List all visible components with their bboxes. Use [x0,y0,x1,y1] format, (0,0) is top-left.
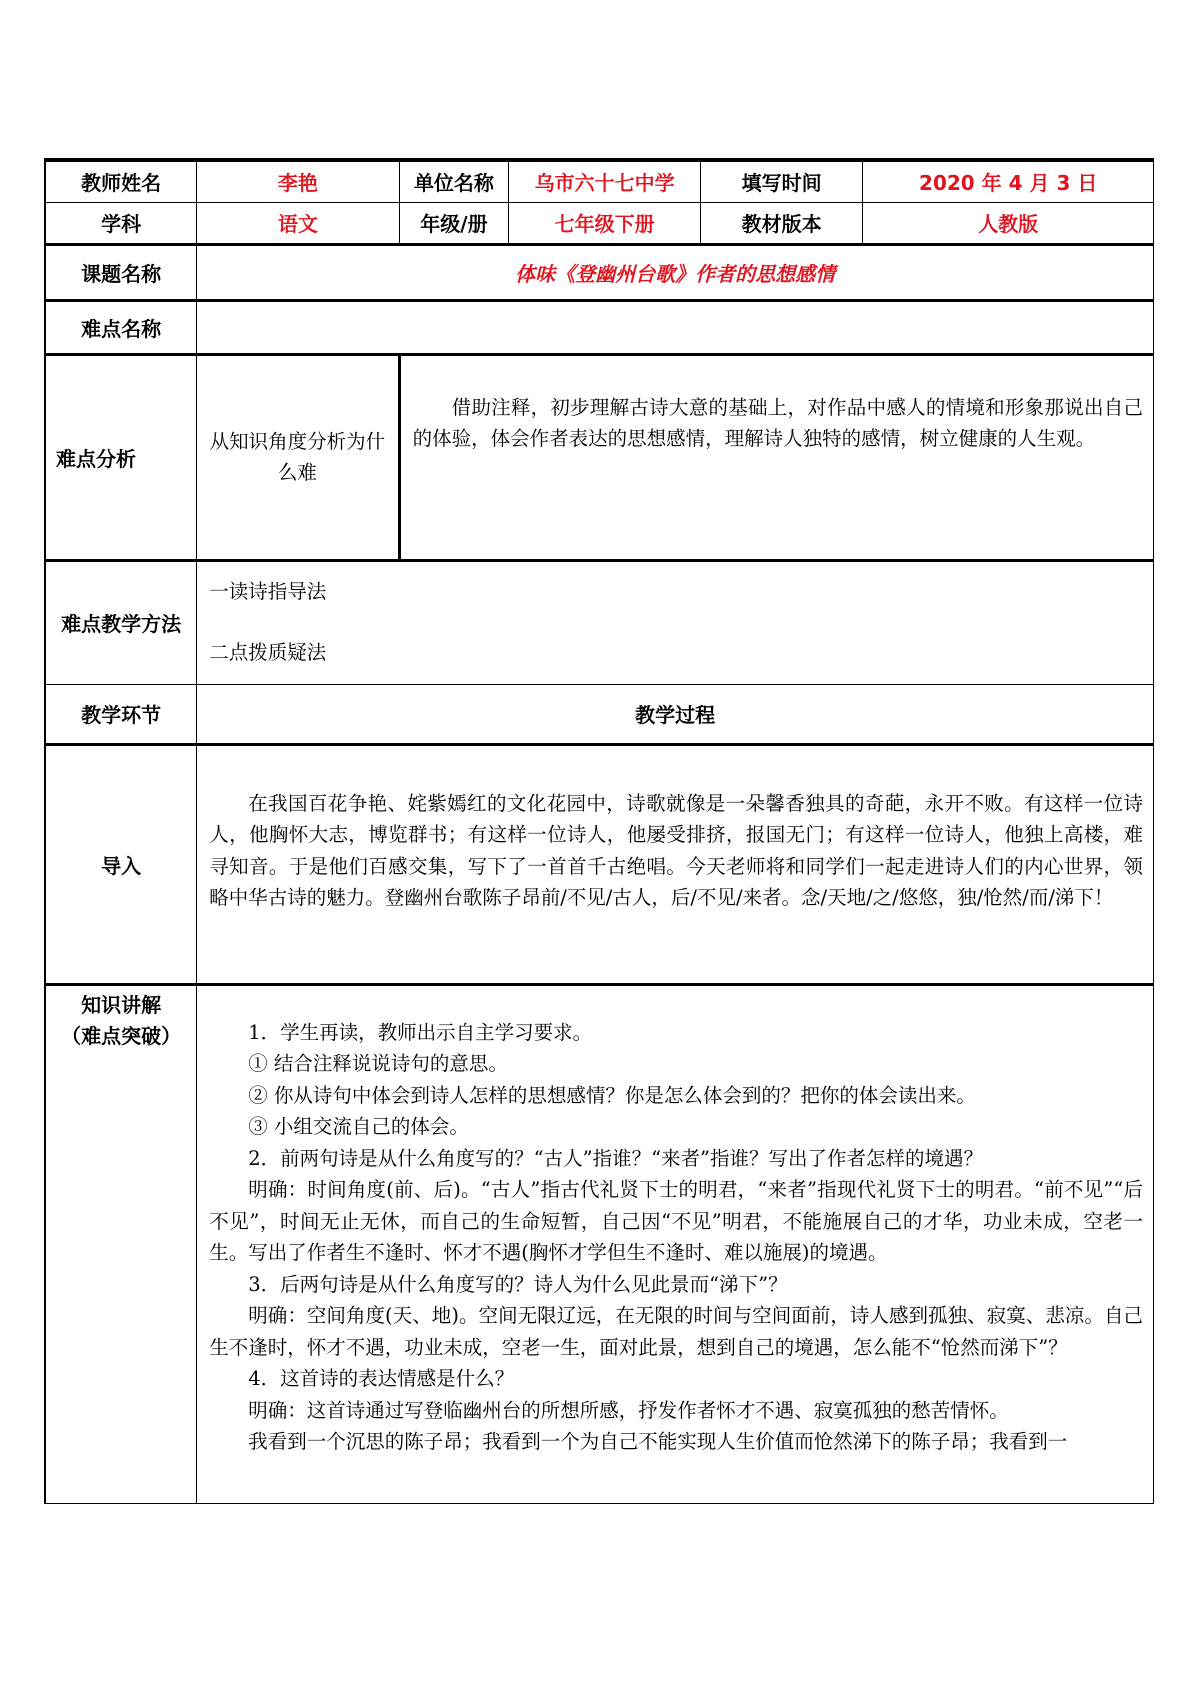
knowledge-label: 知识讲解 [81,992,162,1017]
lesson-plan-table [44,158,1154,1504]
teacher-name-label: 教师姓名 [45,160,197,202]
analysis-text-cell [399,354,1153,560]
knowledge-text-cell [197,984,1154,1503]
topic-label: 课题名称 [45,244,197,300]
teaching-method-cell [197,560,1154,684]
knowledge-paragraph: 2．前两句诗是从什么角度写的？“古人”指谁？“来者”指谁？写出了作者怎样的境遇？ [248,1146,984,1170]
analysis-text: 借助注释，初步理解古诗大意的基础上，对作品中感人的情境和形象那说出自己的体验，体会作者表达的思想感情，理解诗人独特的感情，树立健康的人生观。 [412,395,1143,450]
fill-date-value: 2020 年 4 月 3 日 [863,160,1154,202]
knowledge-sublabel: （难点突破） [61,1023,182,1048]
unit-name-label: 单位名称 [399,160,509,202]
knowledge-paragraph: 1．学生再读，教师出示自主学习要求。 [248,1020,593,1044]
teaching-method-label: 难点教学方法 [45,560,197,684]
analysis-sub-label [197,354,399,560]
fill-date-label: 填写时间 [700,160,863,202]
difficulty-name-value [197,300,1154,354]
method-item: 二点拨质疑法 [209,640,327,664]
subject-label: 学科 [45,202,197,244]
knowledge-paragraph: ① 结合注释说说诗句的意思。 [248,1052,508,1075]
edition-value: 人教版 [863,202,1154,244]
topic-value: 体味《登幽州台歌》作者的思想感情 [197,244,1154,300]
knowledge-paragraph: 明确：这首诗通过写登临幽州台的所想所感，抒发作者怀才不遇、寂寞孤独的愁苦情怀。 [248,1398,1009,1422]
grade-value: 七年级下册 [509,202,701,244]
teaching-stage-label: 教学环节 [45,684,197,744]
analysis-sub-label-text: 从知识角度分析为什么难 [209,430,386,484]
knowledge-paragraph: ② 你从诗句中体会到诗人怎样的思想感情？你是怎么体会到的？把你的体会读出来。 [248,1083,976,1107]
knowledge-paragraph: 明确：时间角度(前、后)。“古人”指古代礼贤下士的明君，“来者”指现代礼贤下士的明君。“前不见”“后不见”，时间无止无休，而自己的生命短暂，自己因“不见”明君，不能施展自己的才华，功业未成，空老一生。写出了作者生不逢时、怀才不遇(胸怀才学但生不逢时、难以施展)的境遇。 [209,1178,1143,1264]
intro-text: 在我国百花争艳、姹紫嫣红的文化花园中，诗歌就像是一朵馨香独具的奇葩，永开不败。有这样一位诗人，他胸怀大志，博览群书；有这样一位诗人，他屡受排挤，报国无门；有这样一位诗人，他独上高楼，难寻知音。于是他们百感交集，写下了一首首千古绝唱。今天老师将和同学们一起走进诗人们的内心世界，领略中华古诗的魅力。登幽州台歌陈子昂前/不见/古人，后/不见/来者。念/天地/之/悠悠，独/怆然/而/涕下！ [209,791,1143,909]
difficulty-name-label: 难点名称 [45,300,197,354]
method-item: 一读诗指导法 [209,579,327,603]
knowledge-label-cell [45,984,197,1503]
lesson-plan-sheet [44,158,1154,1504]
knowledge-paragraph: 3．后两句诗是从什么角度写的？诗人为什么见此景而“涕下”？ [248,1272,788,1296]
knowledge-paragraph: 明确：空间角度(天、地)。空间无限辽远，在无限的时间与空间面前，诗人感到孤独、寂寞、悲凉。自己生不逢时，怀才不遇，功业未成，空老一生，面对此景，想到自己的境遇，怎么能不“怆然而涕下”？ [209,1304,1143,1359]
knowledge-paragraph: 我看到一个沉思的陈子昂；我看到一个为自己不能实现人生价值而怆然涕下的陈子昂；我看到一 [248,1430,1068,1453]
knowledge-paragraph: ③ 小组交流自己的体会。 [248,1115,469,1138]
subject-value: 语文 [197,202,399,244]
teaching-process-header: 教学过程 [197,684,1154,744]
teacher-name-value: 李艳 [197,160,399,202]
grade-label: 年级/册 [399,202,509,244]
knowledge-paragraph: 4．这首诗的表达情感是什么？ [248,1367,515,1390]
unit-name-value: 乌市六十七中学 [509,160,701,202]
difficulty-analysis-label: 难点分析 [45,354,197,560]
intro-text-cell [197,744,1154,984]
intro-label: 导入 [45,744,197,984]
edition-label: 教材版本 [700,202,863,244]
